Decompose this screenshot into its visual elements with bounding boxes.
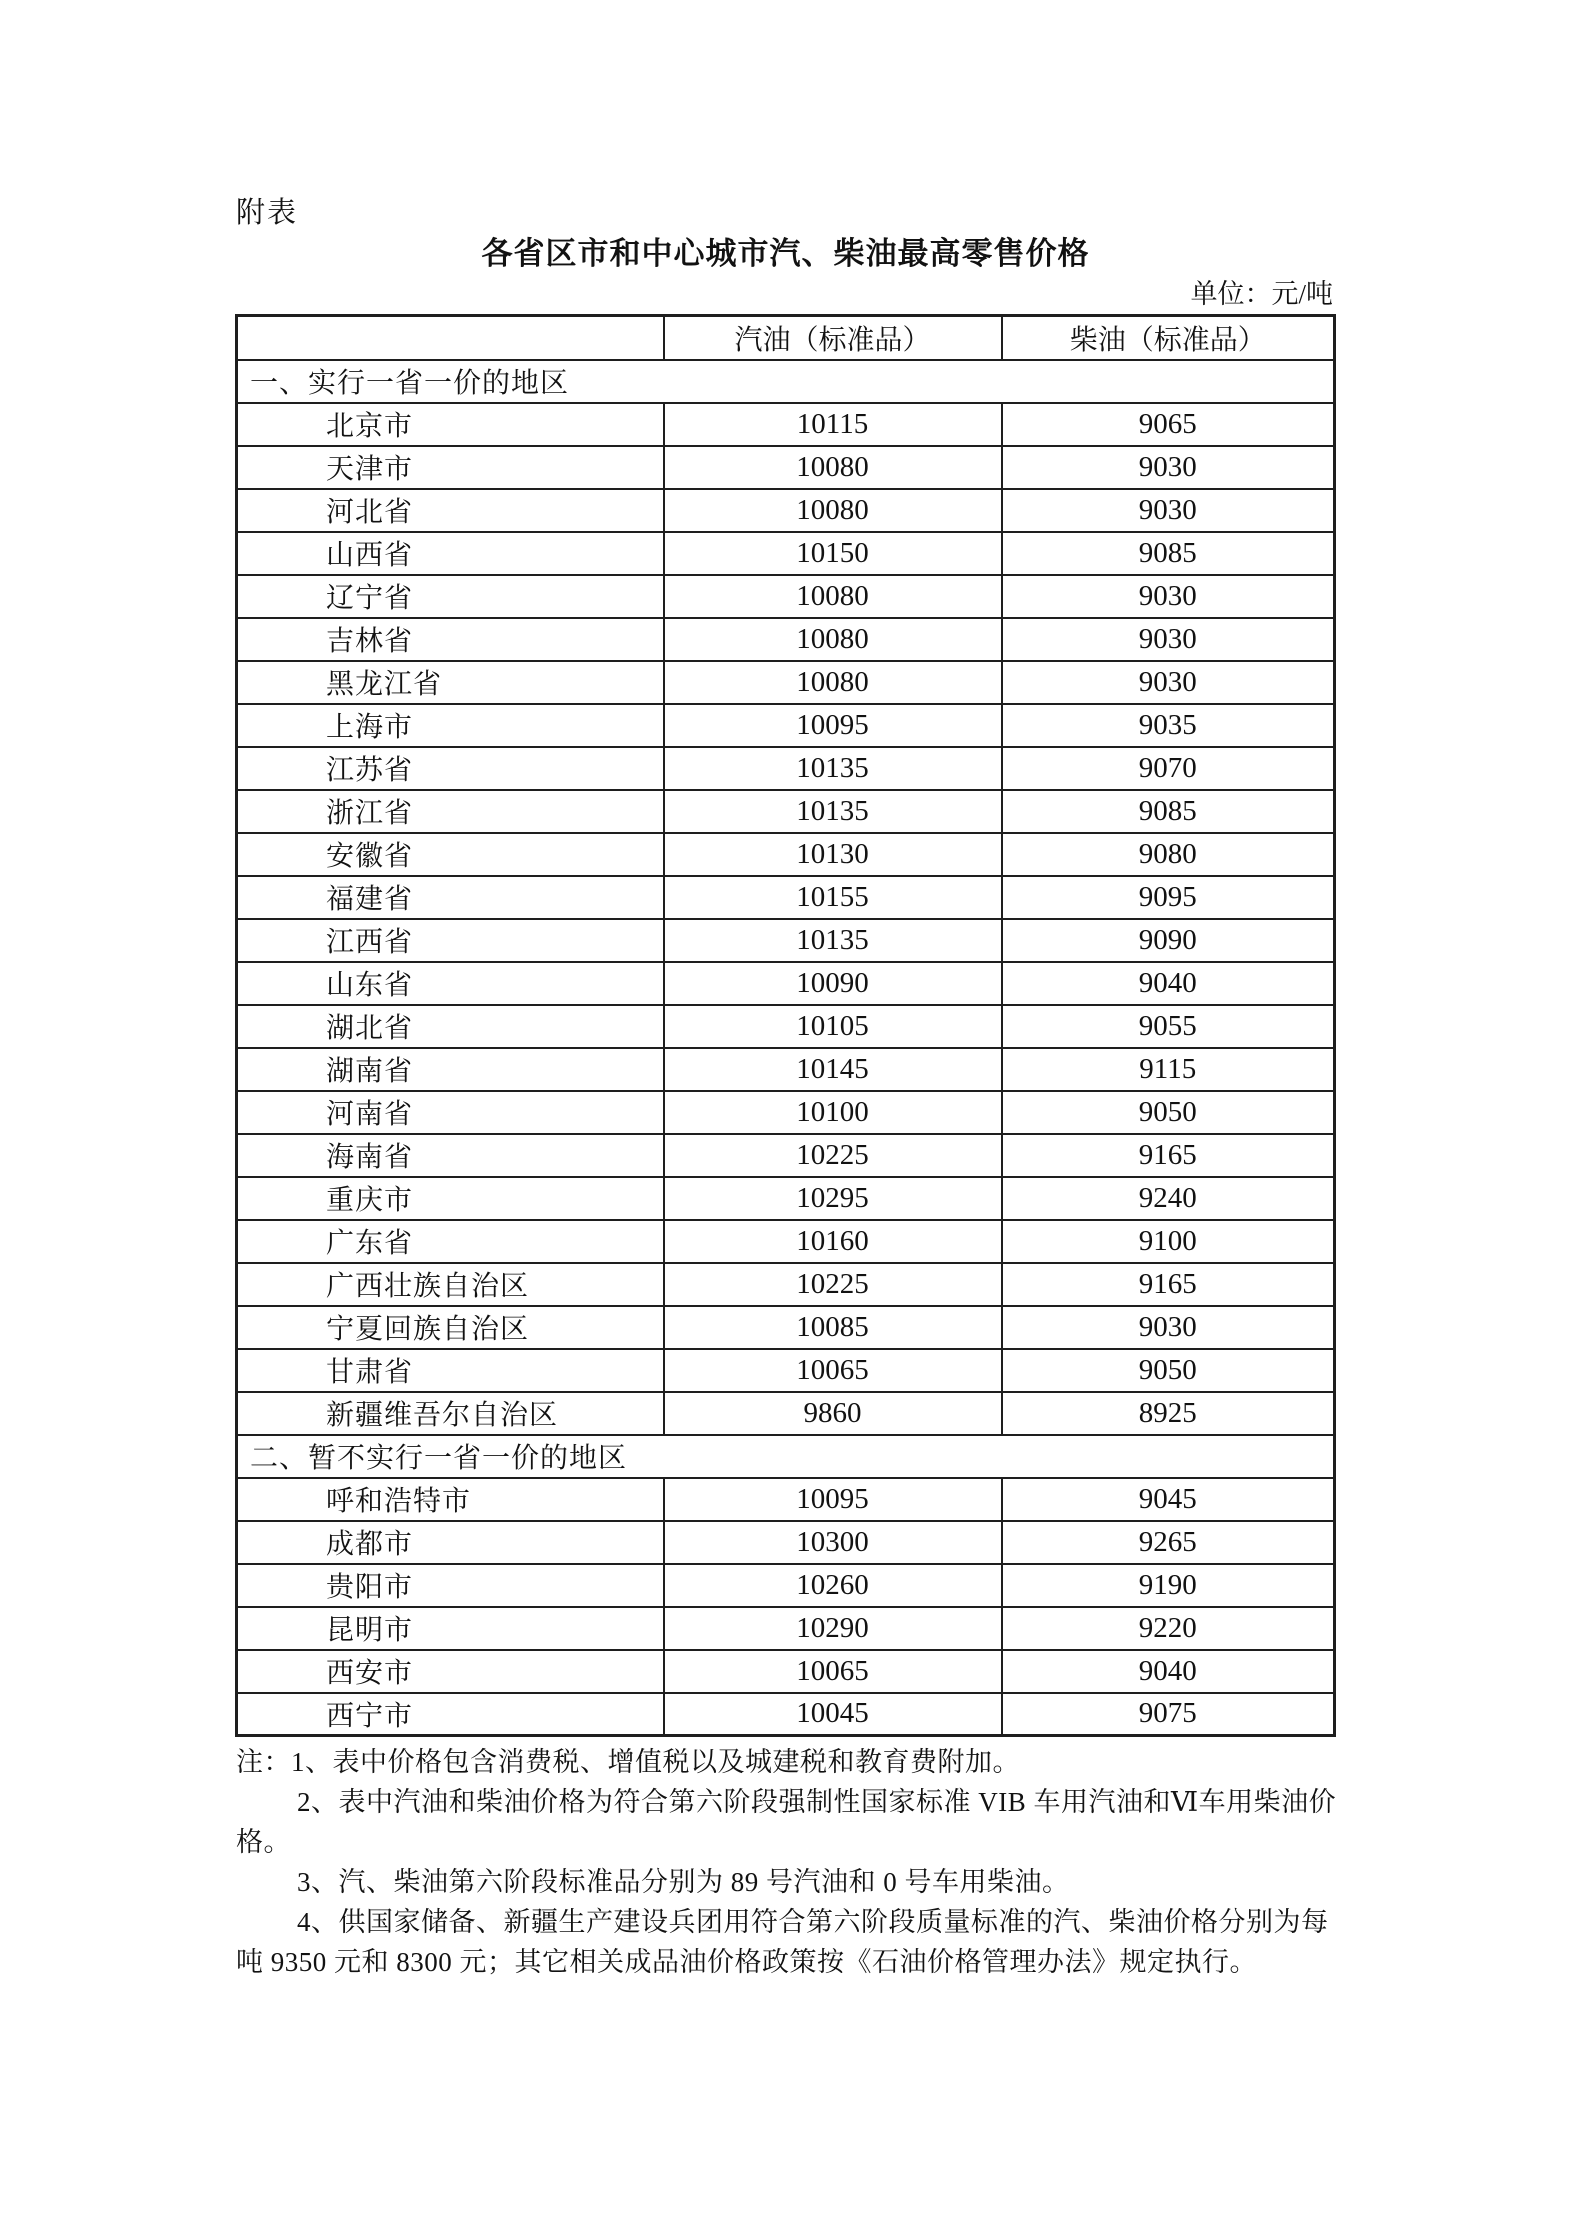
diesel-price-cell: 9085 bbox=[1002, 532, 1335, 575]
table-row bbox=[237, 1005, 1335, 1048]
gasoline-price-cell: 10045 bbox=[664, 1693, 1002, 1736]
table-row bbox=[237, 1349, 1335, 1392]
gasoline-price-cell: 10150 bbox=[664, 532, 1002, 575]
table-row bbox=[237, 1521, 1335, 1564]
diesel-price-cell: 9030 bbox=[1002, 489, 1335, 532]
gasoline-price-cell: 10080 bbox=[664, 446, 1002, 489]
price-table-header bbox=[237, 316, 1335, 360]
gasoline-price-cell: 10080 bbox=[664, 618, 1002, 661]
region-cell: 上海市 bbox=[237, 704, 664, 747]
diesel-price-cell: 9030 bbox=[1002, 1306, 1335, 1349]
table-row bbox=[237, 489, 1335, 532]
table-row bbox=[237, 1693, 1335, 1736]
gasoline-price-cell: 10080 bbox=[664, 661, 1002, 704]
diesel-price-cell: 9265 bbox=[1002, 1521, 1335, 1564]
region-cell: 广东省 bbox=[237, 1220, 664, 1263]
gasoline-price-cell: 10155 bbox=[664, 876, 1002, 919]
gasoline-price-cell: 10290 bbox=[664, 1607, 1002, 1650]
region-cell: 甘肃省 bbox=[237, 1349, 664, 1392]
note-line: 4、供国家储备、新疆生产建设兵团用符合第六阶段质量标准的汽、柴油价格分别为每 bbox=[297, 1907, 1329, 1937]
table-row bbox=[237, 575, 1335, 618]
diesel-price-cell: 9035 bbox=[1002, 704, 1335, 747]
gasoline-price-cell: 10095 bbox=[664, 704, 1002, 747]
gasoline-price-cell: 10115 bbox=[664, 403, 1002, 446]
diesel-price-cell: 9050 bbox=[1002, 1349, 1335, 1392]
region-cell: 湖南省 bbox=[237, 1048, 664, 1091]
diesel-price-cell: 9055 bbox=[1002, 1005, 1335, 1048]
note-line: 3、汽、柴油第六阶段标准品分别为 89 号汽油和 0 号车用柴油。 bbox=[297, 1867, 1070, 1897]
table-row bbox=[237, 1392, 1335, 1435]
gasoline-price-cell: 10130 bbox=[664, 833, 1002, 876]
region-cell: 新疆维吾尔自治区 bbox=[237, 1392, 664, 1435]
region-cell: 浙江省 bbox=[237, 790, 664, 833]
diesel-price-cell: 9070 bbox=[1002, 747, 1335, 790]
region-cell: 海南省 bbox=[237, 1134, 664, 1177]
gasoline-price-cell: 10135 bbox=[664, 919, 1002, 962]
diesel-price-cell: 9080 bbox=[1002, 833, 1335, 876]
region-cell: 黑龙江省 bbox=[237, 661, 664, 704]
gasoline-price-cell: 10300 bbox=[664, 1521, 1002, 1564]
region-cell: 山西省 bbox=[237, 532, 664, 575]
region-cell: 广西壮族自治区 bbox=[237, 1263, 664, 1306]
section-header: 二、暂不实行一省一价的地区 bbox=[237, 1435, 1335, 1478]
region-cell: 昆明市 bbox=[237, 1607, 664, 1650]
diesel-price-cell: 9220 bbox=[1002, 1607, 1335, 1650]
region-cell: 天津市 bbox=[237, 446, 664, 489]
diesel-price-cell: 9085 bbox=[1002, 790, 1335, 833]
region-cell: 西安市 bbox=[237, 1650, 664, 1693]
price-table bbox=[235, 314, 1336, 1737]
diesel-price-cell: 9240 bbox=[1002, 1177, 1335, 1220]
annex-label: 附表 bbox=[236, 197, 299, 229]
diesel-price-cell: 9165 bbox=[1002, 1134, 1335, 1177]
region-cell: 北京市 bbox=[237, 403, 664, 446]
gasoline-price-cell: 10135 bbox=[664, 747, 1002, 790]
diesel-column-header: 柴油（标准品） bbox=[1002, 316, 1335, 360]
diesel-price-cell: 9040 bbox=[1002, 1650, 1335, 1693]
gasoline-price-cell: 10145 bbox=[664, 1048, 1002, 1091]
diesel-price-cell: 9190 bbox=[1002, 1564, 1335, 1607]
table-row bbox=[237, 919, 1335, 962]
table-row bbox=[237, 1306, 1335, 1349]
table-row bbox=[237, 1650, 1335, 1693]
table-row bbox=[237, 1048, 1335, 1091]
diesel-price-cell: 9050 bbox=[1002, 1091, 1335, 1134]
note-line: 2、表中汽油和柴油价格为符合第六阶段强制性国家标准 VIB 车用汽油和Ⅵ车用柴油价 bbox=[297, 1787, 1337, 1817]
gasoline-price-cell: 10105 bbox=[664, 1005, 1002, 1048]
diesel-price-cell: 9030 bbox=[1002, 661, 1335, 704]
gasoline-price-cell: 10065 bbox=[664, 1349, 1002, 1392]
region-cell: 河南省 bbox=[237, 1091, 664, 1134]
table-row bbox=[237, 833, 1335, 876]
gasoline-price-cell: 10090 bbox=[664, 962, 1002, 1005]
region-cell: 西宁市 bbox=[237, 1693, 664, 1736]
gasoline-price-cell: 10135 bbox=[664, 790, 1002, 833]
diesel-price-cell: 9165 bbox=[1002, 1263, 1335, 1306]
gasoline-price-cell: 10225 bbox=[664, 1263, 1002, 1306]
gasoline-price-cell: 10065 bbox=[664, 1650, 1002, 1693]
table-row bbox=[237, 704, 1335, 747]
table-row bbox=[237, 1177, 1335, 1220]
gasoline-price-cell: 10295 bbox=[664, 1177, 1002, 1220]
note-line: 注：1、表中价格包含消费税、增值税以及城建税和教育费附加。 bbox=[236, 1747, 1020, 1777]
table-row bbox=[237, 1134, 1335, 1177]
notes-block bbox=[236, 1742, 1356, 1982]
gasoline-price-cell: 9860 bbox=[664, 1392, 1002, 1435]
gasoline-price-cell: 10160 bbox=[664, 1220, 1002, 1263]
table-row bbox=[237, 1091, 1335, 1134]
table-row bbox=[237, 1564, 1335, 1607]
gasoline-price-cell: 10100 bbox=[664, 1091, 1002, 1134]
gasoline-price-cell: 10085 bbox=[664, 1306, 1002, 1349]
table-row bbox=[237, 962, 1335, 1005]
table-row bbox=[237, 790, 1335, 833]
region-cell: 吉林省 bbox=[237, 618, 664, 661]
gasoline-price-cell: 10260 bbox=[664, 1564, 1002, 1607]
table-row bbox=[237, 747, 1335, 790]
page-title: 各省区市和中心城市汽、柴油最高零售价格 bbox=[481, 236, 1090, 271]
region-cell: 成都市 bbox=[237, 1521, 664, 1564]
region-cell: 湖北省 bbox=[237, 1005, 664, 1048]
section-header: 一、实行一省一价的地区 bbox=[237, 360, 1335, 403]
diesel-price-cell: 9075 bbox=[1002, 1693, 1335, 1736]
header-row bbox=[237, 316, 1335, 360]
region-cell: 宁夏回族自治区 bbox=[237, 1306, 664, 1349]
region-cell: 江苏省 bbox=[237, 747, 664, 790]
gasoline-price-cell: 10080 bbox=[664, 489, 1002, 532]
table-row bbox=[237, 661, 1335, 704]
table-row bbox=[237, 1263, 1335, 1306]
price-table-body bbox=[237, 360, 1335, 1736]
region-cell: 山东省 bbox=[237, 962, 664, 1005]
gasoline-column-header: 汽油（标准品） bbox=[664, 316, 1002, 360]
diesel-price-cell: 9030 bbox=[1002, 446, 1335, 489]
gasoline-price-cell: 10095 bbox=[664, 1478, 1002, 1521]
table-row bbox=[237, 403, 1335, 446]
gasoline-price-cell: 10225 bbox=[664, 1134, 1002, 1177]
gasoline-price-cell: 10080 bbox=[664, 575, 1002, 618]
table-row bbox=[237, 1478, 1335, 1521]
diesel-price-cell: 9030 bbox=[1002, 618, 1335, 661]
diesel-price-cell: 9100 bbox=[1002, 1220, 1335, 1263]
section-header-row bbox=[237, 1435, 1335, 1478]
region-column-header bbox=[237, 316, 664, 360]
note-line: 吨 9350 元和 8300 元；其它相关成品油价格政策按《石油价格管理办法》规定执行。 bbox=[236, 1947, 1257, 1977]
region-cell: 江西省 bbox=[237, 919, 664, 962]
unit-label: 单位：元/吨 bbox=[1190, 279, 1333, 309]
region-cell: 贵阳市 bbox=[237, 1564, 664, 1607]
region-cell: 安徽省 bbox=[237, 833, 664, 876]
diesel-price-cell: 9045 bbox=[1002, 1478, 1335, 1521]
diesel-price-cell: 9065 bbox=[1002, 403, 1335, 446]
table-row bbox=[237, 876, 1335, 919]
region-cell: 重庆市 bbox=[237, 1177, 664, 1220]
diesel-price-cell: 8925 bbox=[1002, 1392, 1335, 1435]
region-cell: 辽宁省 bbox=[237, 575, 664, 618]
section-header-row bbox=[237, 360, 1335, 403]
note-line: 格。 bbox=[236, 1827, 291, 1857]
diesel-price-cell: 9040 bbox=[1002, 962, 1335, 1005]
region-cell: 福建省 bbox=[237, 876, 664, 919]
diesel-price-cell: 9030 bbox=[1002, 575, 1335, 618]
table-row bbox=[237, 1607, 1335, 1650]
region-cell: 呼和浩特市 bbox=[237, 1478, 664, 1521]
table-row bbox=[237, 446, 1335, 489]
diesel-price-cell: 9095 bbox=[1002, 876, 1335, 919]
region-cell: 河北省 bbox=[237, 489, 664, 532]
table-row bbox=[237, 1220, 1335, 1263]
diesel-price-cell: 9090 bbox=[1002, 919, 1335, 962]
diesel-price-cell: 9115 bbox=[1002, 1048, 1335, 1091]
table-row bbox=[237, 532, 1335, 575]
table-row bbox=[237, 618, 1335, 661]
